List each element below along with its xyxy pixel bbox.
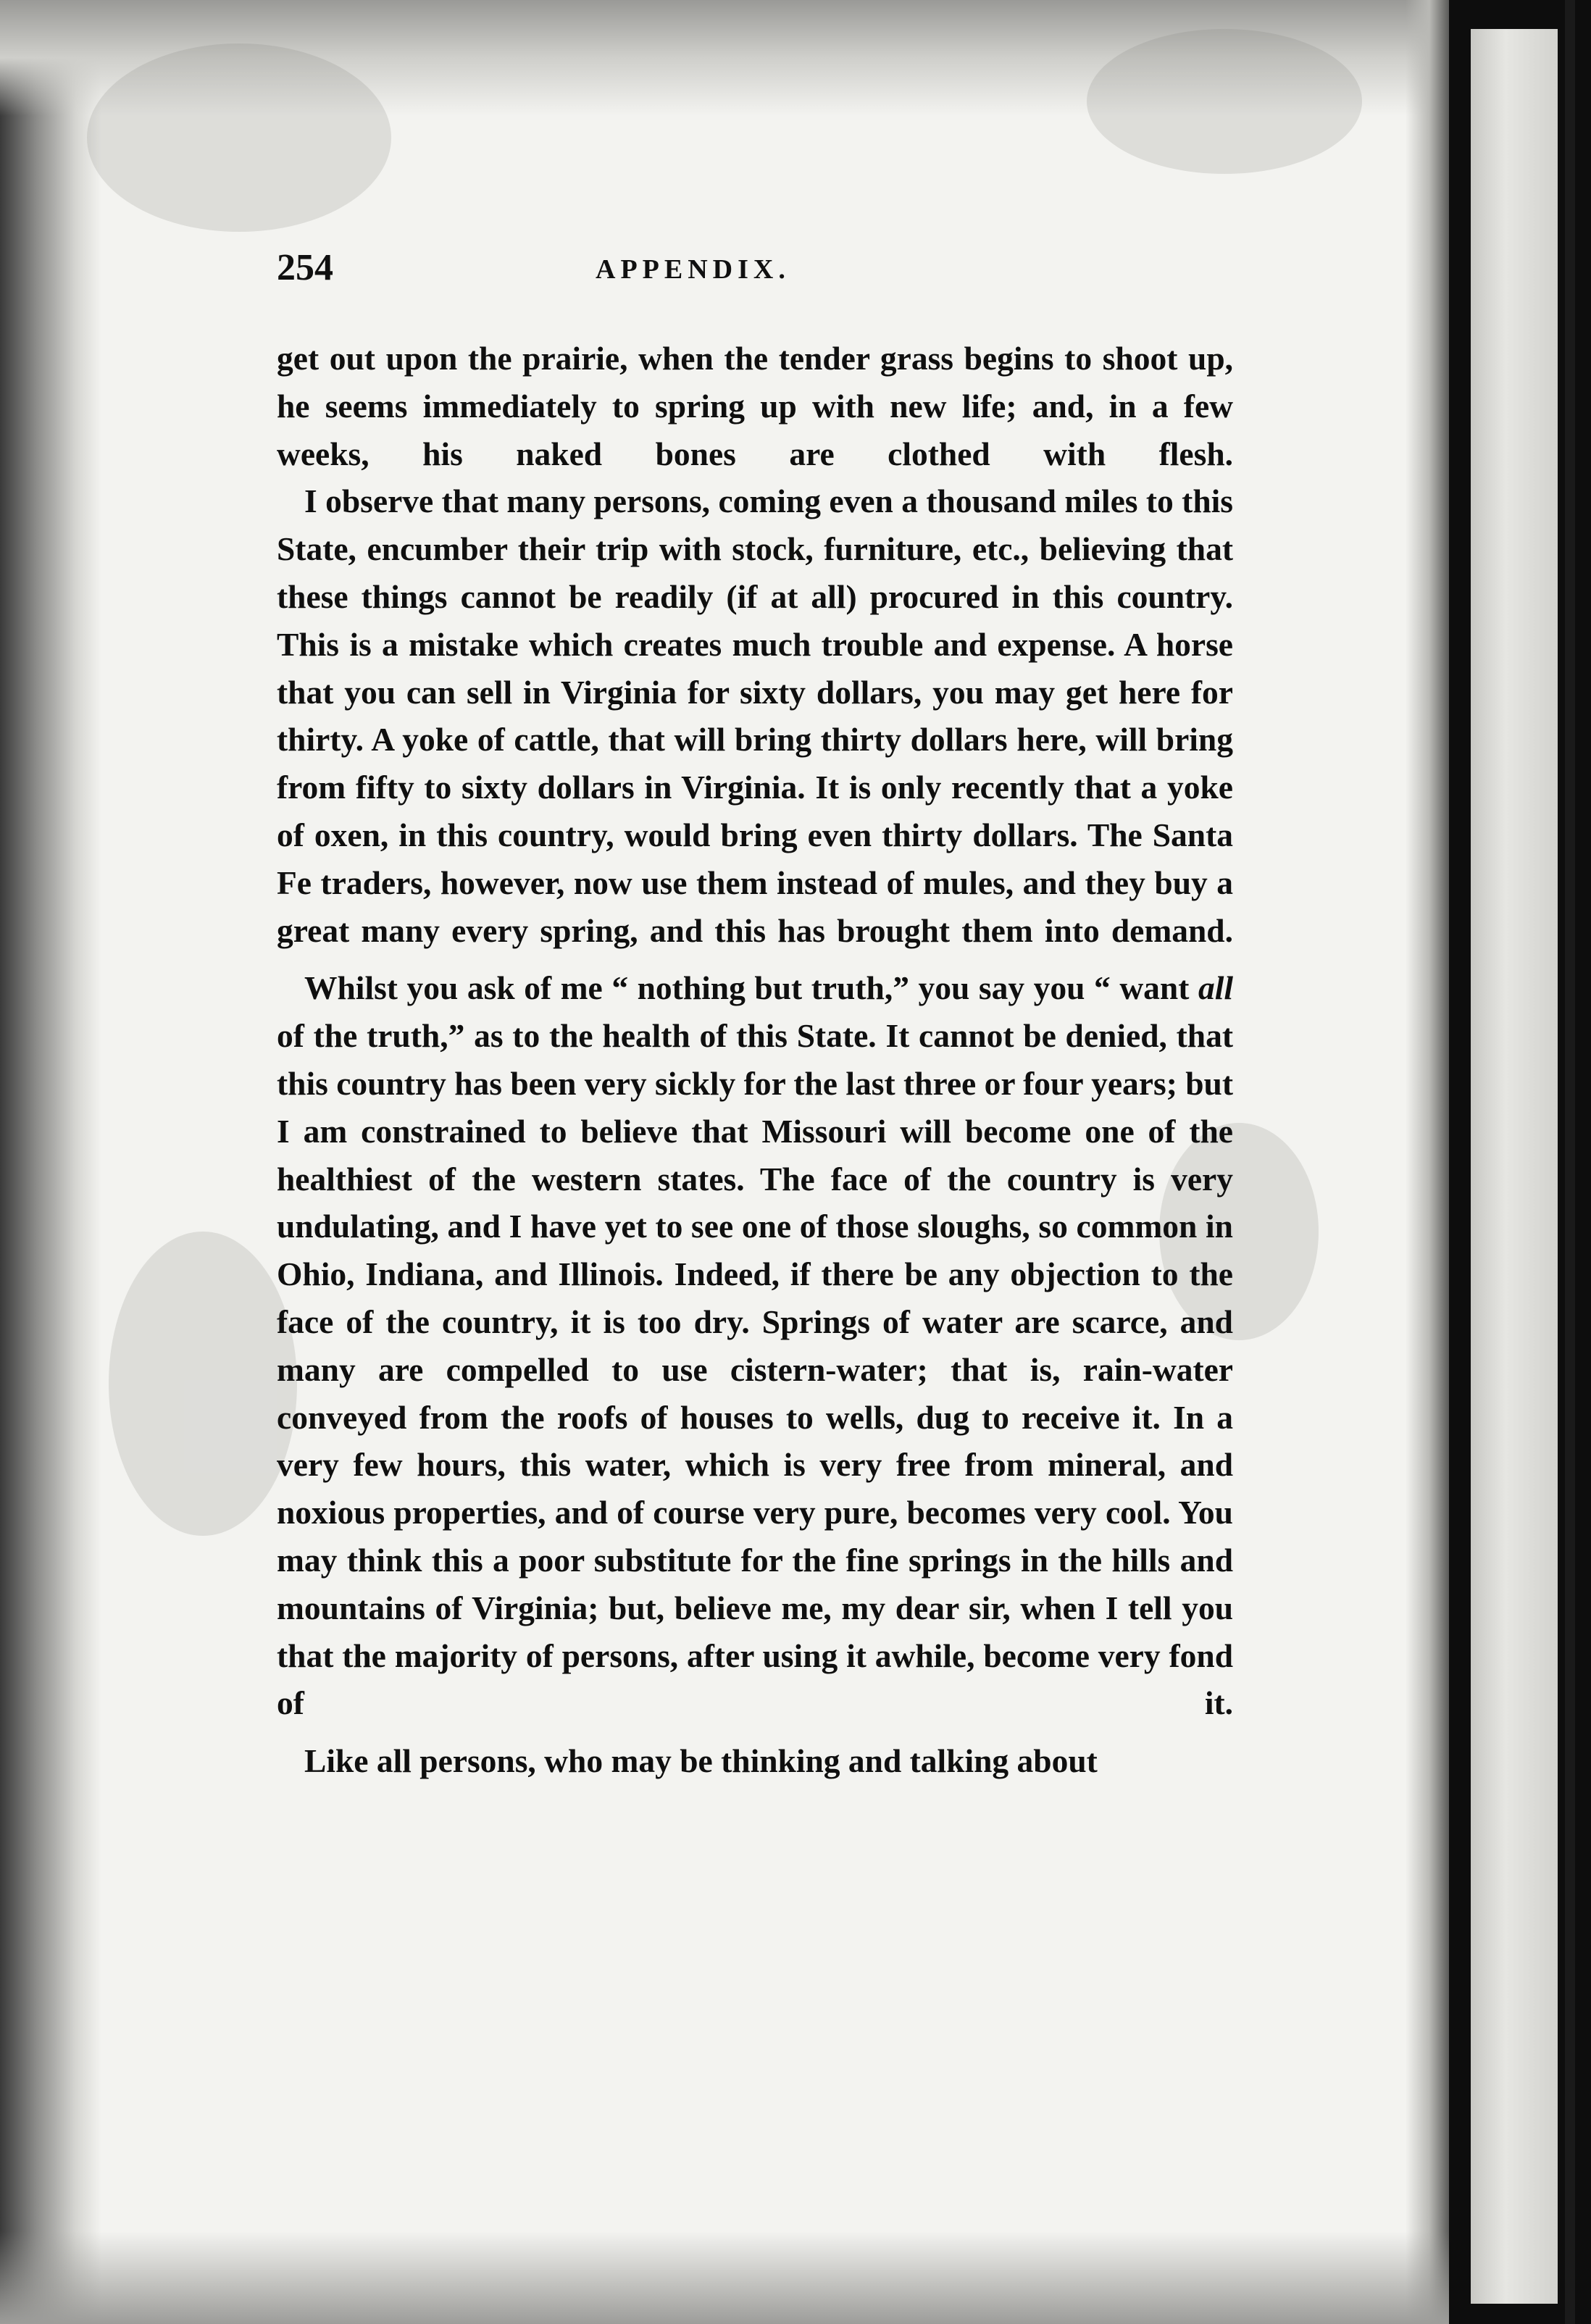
paragraph-health-part1: Whilst you ask of me “ nothing but truth,” you say you “ want: [304, 969, 1198, 1007]
scanner-border-line: [1565, 0, 1575, 2324]
paragraph-continued: get out upon the prairie, when the tender grass begins to shoot up, he seems immediately to spring up with new life; and, in a few weeks, his naked bones are clothed with flesh.: [277, 340, 1233, 472]
bottom-edge-shadow: [0, 2231, 1449, 2324]
paper-stain: [109, 1232, 297, 1536]
page-header: [277, 246, 1233, 304]
page-number: 254: [277, 247, 333, 288]
binding-shadow-left: [0, 0, 101, 2324]
body-text: [277, 335, 1233, 1785]
running-head: APPENDIX.: [596, 254, 790, 285]
paper-stain: [87, 43, 391, 232]
paragraph-health: [277, 964, 1233, 1727]
paper-stain: [1087, 29, 1362, 174]
paragraph-closing: Like all persons, who may be thinking and talking about: [304, 1742, 1098, 1780]
paragraph-health-italic: all: [1198, 969, 1233, 1007]
adjacent-page-edge: [1471, 29, 1558, 2304]
paragraph-stock-prices: I observe that many persons, coming even a thousand miles to this State, encumber their trip with stock, furniture, etc., believing that these things cannot be readily (if at all) procured in this country. This is a mistake which creates much trouble and expense. A horse that you can sell in Virginia for sixty dollars, you may get here for thirty. A yoke of cattle, that will bring thirty dollars here, will bring from fifty to sixty dollars in Virginia. It is only recently that a yoke of oxen, in this country, would bring even thirty dollars. The Santa Fe traders, however, now use them instead of mules, and they buy a great many every spring, and this has brought them into demand.: [277, 482, 1233, 949]
right-edge-shadow: [1406, 0, 1449, 2324]
paragraph-health-part2: of the truth,” as to the health of this State. It cannot be denied, that this country has been very sickly for the last three or four years; but I am constrained to believe that Missouri will become one of the healthiest of the western states. The face of the country is very undulating, and I have yet to see one of those sloughs, so common in Ohio, Indiana, and Illinois. Indeed, if there be any objection to the face of the country, it is too dry. Springs of water are scarce, and many are compelled to use cistern-water; that is, rain-water conveyed from the roofs of houses to wells, dug to receive it. In a very few hours, this water, which is very free from mineral, and noxious properties, and of course very pure, becomes very cool. You may think this a poor substitute for the fine springs in the hills and mountains of Virginia; but, believe me, my dear sir, when I tell you that the majority of persons, after using it awhile, become very fond of it.: [277, 1017, 1233, 1722]
